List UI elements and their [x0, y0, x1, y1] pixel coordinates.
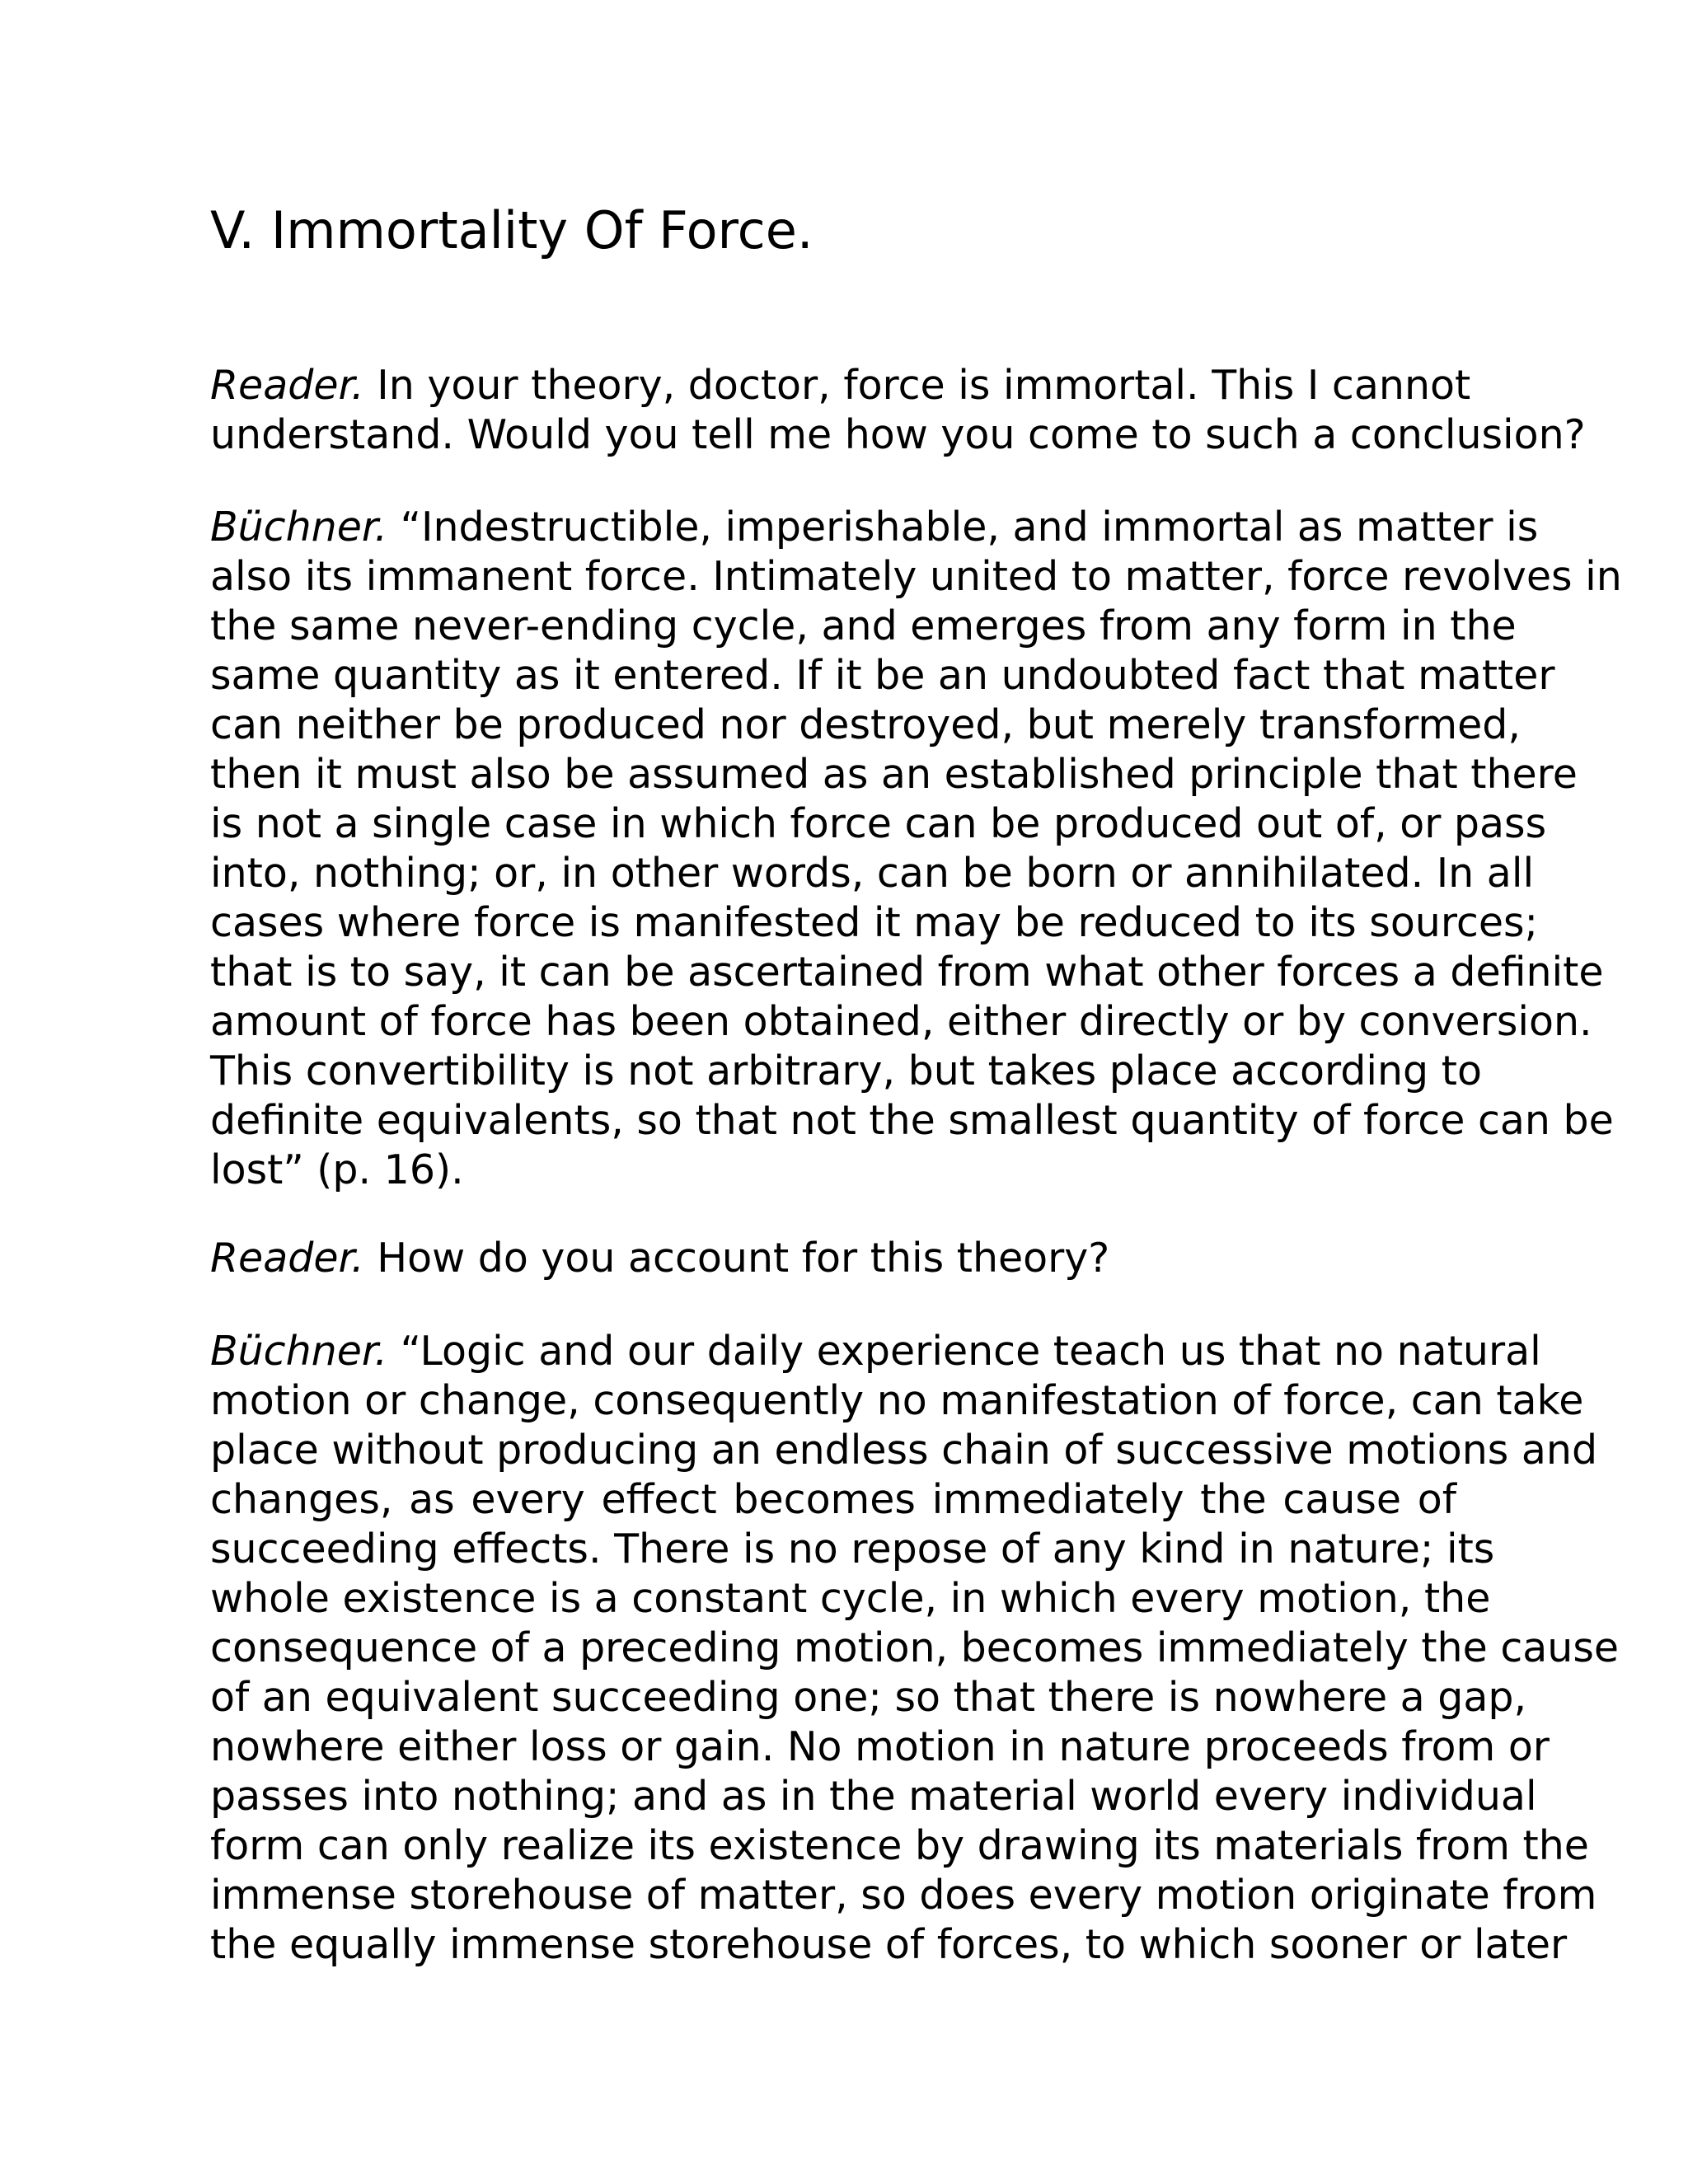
text-line [210, 503, 1539, 552]
speaker-label: Reader. [210, 1235, 364, 1282]
paragraph-text: “Logic and our daily experience teach us that no natural [387, 1328, 1541, 1375]
document-page [210, 0, 1622, 2184]
text-line: cases where force is manifested it may be reduced to its sources; [210, 899, 1539, 946]
text-line: immense storehouse of matter, so does every motion originate from [210, 1872, 1597, 1919]
text-line: consequence of a preceding motion, becomes immediately the cause [210, 1624, 1620, 1671]
dialogue-paragraph [210, 1327, 1620, 1970]
text-line: that is to say, it can be ascertained from what other forces a definite [210, 949, 1604, 996]
dialogue-paragraph [210, 503, 1622, 1195]
text-line: understand. Would you tell me how you come to such a conclusion? [210, 411, 1586, 458]
text-line: motion or change, consequently no manifestation of force, can take [210, 1377, 1584, 1424]
text-line: place without producing an endless chain of successive motions and [210, 1427, 1598, 1474]
text-line: nowhere either loss or gain. No motion in nature proceeds from or [210, 1723, 1550, 1770]
text-line: of an equivalent succeeding one; so that there is nowhere a gap, [210, 1674, 1527, 1721]
dialogue-paragraph [210, 361, 1586, 460]
text-line: succeeding effects. There is no repose of any kind in nature; its [210, 1526, 1495, 1572]
text-line: into, nothing; or, in other words, can be born or annihilated. In all [210, 850, 1535, 897]
text-line: whole existence is a constant cycle, in which every motion, the [210, 1575, 1491, 1622]
paragraph-text: How do you account for this theory? [363, 1235, 1110, 1282]
text-line: also its immanent force. Intimately united to matter, force revolves in [210, 553, 1622, 600]
page-title: V. Immortality Of Force. [210, 200, 814, 260]
text-line: form can only realize its existence by drawing its materials from the [210, 1822, 1589, 1869]
text-line: changes, as every effect becomes immediately the cause of [210, 1476, 1456, 1523]
text-line [210, 1234, 1456, 1283]
speaker-label: Büchner. [210, 1328, 388, 1375]
paragraph-text: “Indestructible, imperishable, and immortal as matter is [387, 504, 1539, 551]
text-line: lost” (p. 16). [210, 1146, 464, 1193]
speaker-label: Büchner. [210, 504, 388, 551]
text-line: is not a single case in which force can be produced out of, or pass [210, 800, 1547, 847]
paragraph-text: In your theory, doctor, force is immortal. This I cannot [363, 362, 1471, 409]
text-line: the equally immense storehouse of forces, to which sooner or later [210, 1921, 1568, 1968]
text-line: the same never-ending cycle, and emerges from any form in the [210, 602, 1517, 649]
text-line: then it must also be assumed as an established principle that there [210, 751, 1578, 798]
text-line: definite equivalents, so that not the smallest quantity of force can be [210, 1097, 1614, 1144]
text-line: This convertibility is not arbitrary, but takes place according to [210, 1047, 1482, 1094]
text-line: same quantity as it entered. If it be an undoubted fact that matter [210, 652, 1555, 699]
text-line: passes into nothing; and as in the material world every individual [210, 1773, 1537, 1820]
text-line: amount of force has been obtained, either directly or by conversion. [210, 998, 1592, 1045]
text-line [210, 1327, 1541, 1376]
speaker-label: Reader. [210, 362, 364, 409]
text-line: can neither be produced nor destroyed, but merely transformed, [210, 701, 1521, 748]
text-line [210, 361, 1471, 410]
dialogue-paragraph [210, 1234, 1456, 1283]
